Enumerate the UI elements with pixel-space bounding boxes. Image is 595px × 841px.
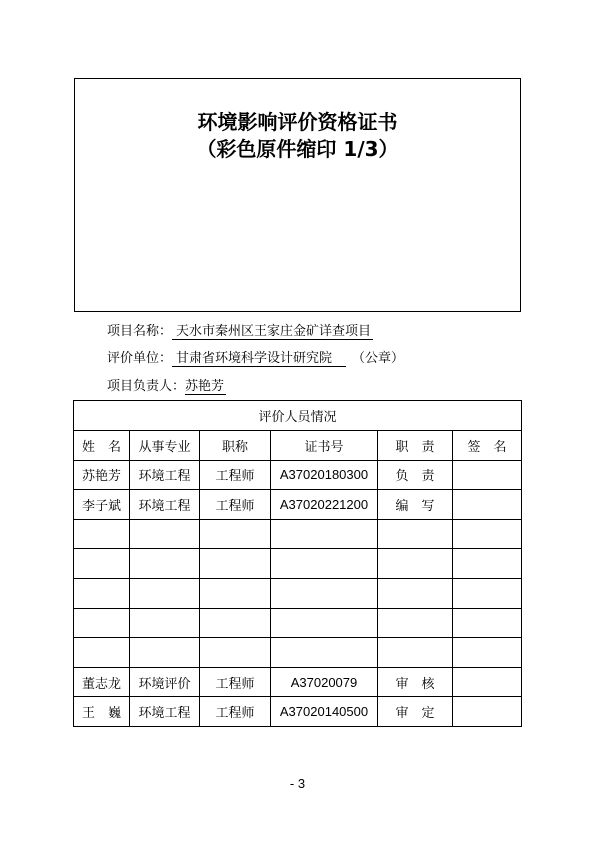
page-number: - 3 bbox=[289, 776, 306, 791]
header-name: 姓 名 bbox=[74, 431, 130, 461]
cell-duty bbox=[378, 608, 453, 638]
cell-duty: 审 核 bbox=[378, 667, 453, 697]
cell-signature bbox=[453, 519, 522, 549]
cell-duty bbox=[378, 638, 453, 668]
cell-title bbox=[200, 578, 271, 608]
cell-duty bbox=[378, 578, 453, 608]
table-row bbox=[74, 638, 522, 668]
cell-specialty bbox=[130, 608, 200, 638]
header-signature: 签 名 bbox=[453, 431, 522, 461]
cell-name bbox=[74, 608, 130, 638]
cell-name: 苏艳芳 bbox=[74, 460, 130, 490]
table-caption: 评价人员情况 bbox=[74, 401, 522, 431]
eval-unit-suffix: （公章） bbox=[352, 351, 405, 366]
table-header-row bbox=[74, 431, 522, 461]
cell-cert-no bbox=[271, 638, 378, 668]
certificate-title: 环境影响评价资格证书 bbox=[197, 110, 398, 134]
cell-title: 工程师 bbox=[200, 490, 271, 520]
cell-specialty: 环境工程 bbox=[130, 697, 200, 727]
certificate-frame bbox=[74, 78, 521, 312]
cell-cert-no bbox=[271, 549, 378, 579]
cell-specialty: 环境工程 bbox=[130, 490, 200, 520]
cell-signature bbox=[453, 460, 522, 490]
cell-specialty: 环境工程 bbox=[130, 460, 200, 490]
cell-name bbox=[74, 519, 130, 549]
cell-name bbox=[74, 578, 130, 608]
cell-cert-no: A37020180300 bbox=[271, 460, 378, 490]
cell-signature bbox=[453, 697, 522, 727]
cell-name: 董志龙 bbox=[74, 667, 130, 697]
table-row bbox=[74, 460, 522, 490]
cell-duty bbox=[378, 549, 453, 579]
cell-name bbox=[74, 549, 130, 579]
eval-unit-value: 甘肃省环境科学设计研究院 bbox=[172, 351, 346, 367]
cell-title: 工程师 bbox=[200, 697, 271, 727]
eval-unit-line bbox=[107, 350, 404, 368]
cell-specialty bbox=[130, 578, 200, 608]
cell-signature bbox=[453, 578, 522, 608]
cell-specialty bbox=[130, 638, 200, 668]
table-caption-row bbox=[74, 401, 522, 431]
staff-table bbox=[73, 400, 522, 727]
header-title: 职称 bbox=[200, 431, 271, 461]
leader-value: 苏艳芳 bbox=[185, 379, 225, 394]
header-specialty: 从事专业 bbox=[130, 431, 200, 461]
cell-duty: 编 写 bbox=[378, 490, 453, 520]
cell-name: 王 巍 bbox=[74, 697, 130, 727]
cell-name: 李子斌 bbox=[74, 490, 130, 520]
cell-title bbox=[200, 519, 271, 549]
table-row bbox=[74, 697, 522, 727]
table-row bbox=[74, 490, 522, 520]
leader-line bbox=[107, 378, 226, 396]
cell-signature bbox=[453, 638, 522, 668]
certificate-subtitle: （彩色原件缩印 1/3） bbox=[196, 137, 399, 161]
cell-signature bbox=[453, 549, 522, 579]
table-row bbox=[74, 667, 522, 697]
cell-name bbox=[74, 638, 130, 668]
project-name-label: 项目名称： bbox=[107, 324, 173, 339]
cell-title: 工程师 bbox=[200, 667, 271, 697]
cell-specialty bbox=[130, 519, 200, 549]
cell-specialty bbox=[130, 549, 200, 579]
cell-cert-no bbox=[271, 519, 378, 549]
cell-signature bbox=[453, 667, 522, 697]
cell-title bbox=[200, 638, 271, 668]
cell-duty bbox=[378, 519, 453, 549]
cell-title bbox=[200, 549, 271, 579]
leader-label: 项目负责人： bbox=[107, 379, 186, 394]
cell-duty: 审 定 bbox=[378, 697, 453, 727]
table-row bbox=[74, 608, 522, 638]
cell-title: 工程师 bbox=[200, 460, 271, 490]
table-row bbox=[74, 578, 522, 608]
cell-duty: 负 责 bbox=[378, 460, 453, 490]
cell-signature bbox=[453, 490, 522, 520]
table-row bbox=[74, 549, 522, 579]
table-row bbox=[74, 519, 522, 549]
cell-cert-no: A37020221200 bbox=[271, 490, 378, 520]
project-name-line bbox=[107, 323, 373, 341]
cell-cert-no: A37020079 bbox=[271, 667, 378, 697]
cell-signature bbox=[453, 608, 522, 638]
header-duty: 职 责 bbox=[378, 431, 453, 461]
cell-specialty: 环境评价 bbox=[130, 667, 200, 697]
cell-cert-no bbox=[271, 578, 378, 608]
cell-cert-no bbox=[271, 608, 378, 638]
cell-title bbox=[200, 608, 271, 638]
header-cert-no: 证书号 bbox=[271, 431, 378, 461]
eval-unit-label: 评价单位： bbox=[107, 351, 173, 366]
cell-cert-no: A37020140500 bbox=[271, 697, 378, 727]
project-name-value: 天水市秦州区王家庄金矿详查项目 bbox=[172, 324, 373, 340]
